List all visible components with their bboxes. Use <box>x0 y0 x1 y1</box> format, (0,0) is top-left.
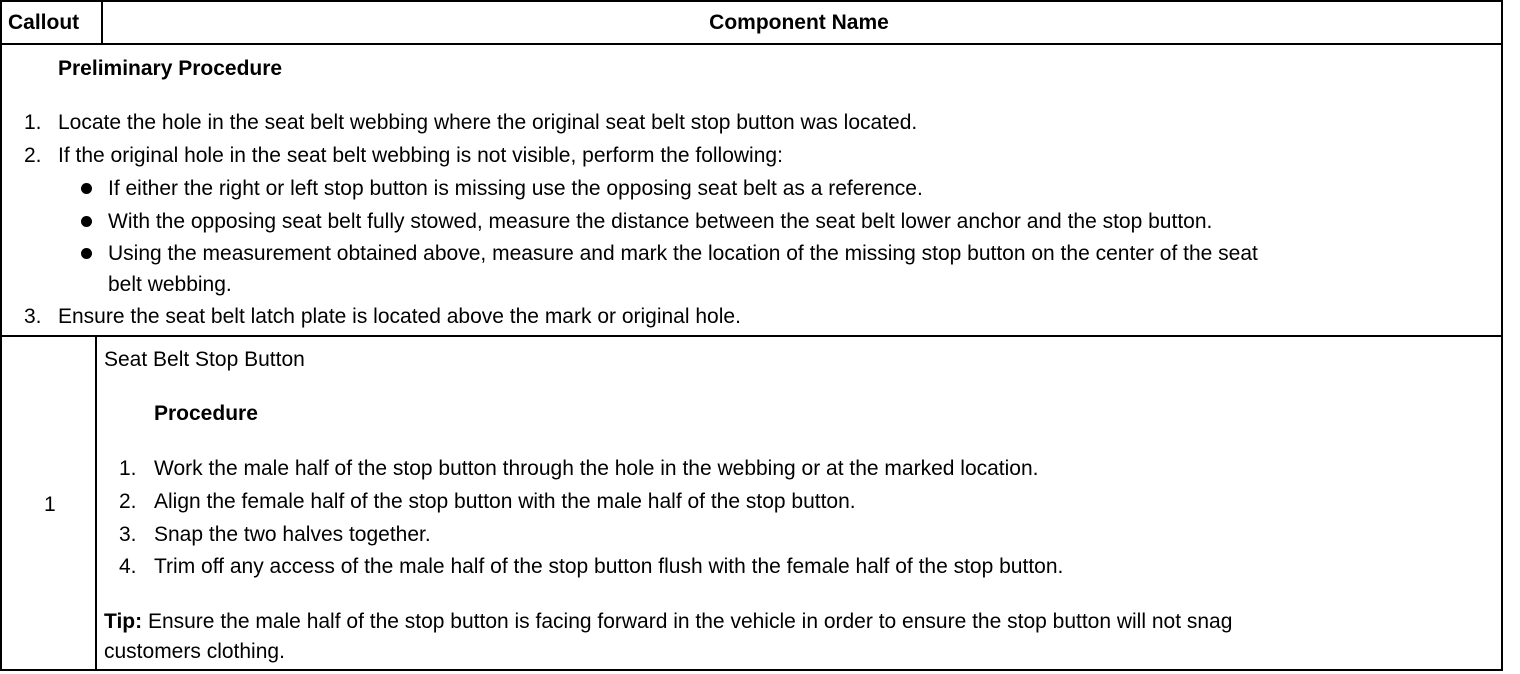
procedure-step-number: 3. <box>119 523 137 546</box>
bullet-icon <box>81 248 92 259</box>
bullet-icon <box>81 216 92 227</box>
prelim-step-text: If the original hole in the seat belt webbing is not visible, perform the following: <box>58 144 783 167</box>
callout-cell <box>2 337 97 669</box>
preliminary-title: Preliminary Procedure <box>58 57 283 80</box>
prelim-bullet-text-continued: belt webbing. <box>108 273 232 296</box>
tip-text: Ensure the male half of the stop button is facing forward in the vehicle in order to ensure the stop button will not snag <box>142 610 1233 633</box>
prelim-step-text: Ensure the seat belt latch plate is located above the mark or original hole. <box>58 305 741 328</box>
header-component-name: Component Name <box>97 2 1501 45</box>
procedure-step-text: Snap the two halves together. <box>154 523 431 546</box>
prelim-step-text: Locate the hole in the seat belt webbing where the original seat belt stop button was located. <box>58 111 918 134</box>
procedure-step-text: Work the male half of the stop button through the hole in the webbing or at the marked location. <box>154 457 1039 480</box>
tip-text-continued: customers clothing. <box>104 640 285 663</box>
component-name: Seat Belt Stop Button <box>104 348 305 371</box>
preliminary-procedure-row <box>2 45 1501 337</box>
prelim-step-number: 1. <box>24 111 42 134</box>
prelim-bullet-text: With the opposing seat belt fully stowed, measure the distance between the seat belt lower anchor and the stop button. <box>108 210 1213 233</box>
tip-line <box>104 610 1232 634</box>
tip-label: Tip: <box>104 610 143 633</box>
procedure-step-text: Align the female half of the stop button with the male half of the stop button. <box>154 490 856 513</box>
prelim-bullet-text: If either the right or left stop button is missing use the opposing seat belt as a reference. <box>108 177 923 200</box>
procedure-title: Procedure <box>154 402 258 425</box>
procedure-step-number: 4. <box>119 555 137 578</box>
prelim-step-number: 2. <box>24 144 42 167</box>
prelim-bullet-text: Using the measurement obtained above, measure and mark the location of the missing stop button on the center of the seat <box>108 242 1258 265</box>
bullet-icon <box>81 183 92 194</box>
procedure-step-number: 2. <box>119 490 137 513</box>
header-callout: Callout <box>2 2 103 45</box>
procedure-step-text: Trim off any access of the male half of the stop button flush with the female half of the stop button. <box>154 555 1064 578</box>
procedure-step-number: 1. <box>119 457 137 480</box>
callout-number: 1 <box>44 493 56 516</box>
prelim-step-number: 3. <box>24 305 42 328</box>
